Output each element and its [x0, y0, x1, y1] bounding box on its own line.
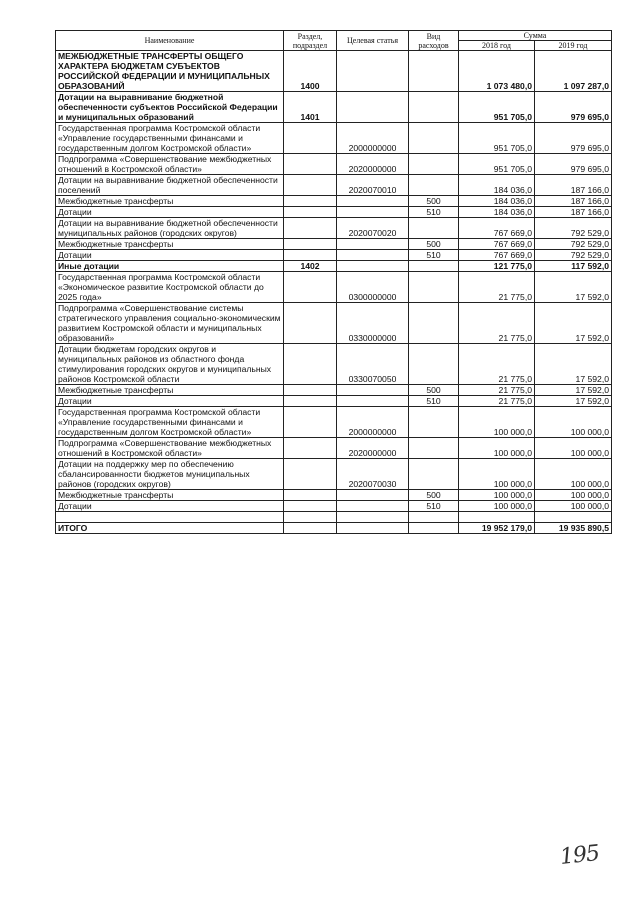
- name-cell: Государственная программа Костромской области «Управление государственными финансами и государственным долгом Костромской области»: [56, 407, 284, 438]
- target-cell: 2020070020: [337, 218, 409, 239]
- section-cell: [284, 512, 337, 523]
- amount-2018-cell: 184 036,0: [459, 207, 535, 218]
- target-cell: [337, 92, 409, 123]
- kind-cell: [409, 512, 459, 523]
- table-row: [56, 438, 612, 459]
- name-cell: Подпрограмма «Совершенствование межбюджетных отношений в Костромской области»: [56, 154, 284, 175]
- amount-2019-cell: 17 592,0: [535, 303, 612, 344]
- section-cell: [284, 459, 337, 490]
- kind-cell: [409, 459, 459, 490]
- table-row: [56, 196, 612, 207]
- header-2019: 2019 год: [535, 41, 612, 51]
- target-cell: 2020000000: [337, 438, 409, 459]
- table-row: [56, 123, 612, 154]
- target-cell: [337, 396, 409, 407]
- section-cell: [284, 385, 337, 396]
- amount-2019-cell: [535, 512, 612, 523]
- table-row: [56, 272, 612, 303]
- table-header: [56, 31, 612, 51]
- target-cell: [337, 51, 409, 92]
- name-cell: Межбюджетные трансферты: [56, 196, 284, 207]
- kind-cell: [409, 303, 459, 344]
- amount-2018-cell: [459, 512, 535, 523]
- kind-cell: [409, 272, 459, 303]
- section-cell: [284, 196, 337, 207]
- section-cell: 1401: [284, 92, 337, 123]
- name-cell: Межбюджетные трансферты: [56, 385, 284, 396]
- amount-2019-cell: 17 592,0: [535, 396, 612, 407]
- amount-2019-cell: 979 695,0: [535, 92, 612, 123]
- section-cell: [284, 218, 337, 239]
- table-row: [56, 344, 612, 385]
- target-cell: [337, 207, 409, 218]
- amount-2018-cell: 21 775,0: [459, 303, 535, 344]
- name-cell: Дотации: [56, 501, 284, 512]
- table-row: [56, 407, 612, 438]
- name-cell: Дотации: [56, 396, 284, 407]
- kind-cell: 500: [409, 385, 459, 396]
- target-cell: [337, 523, 409, 534]
- target-cell: [337, 250, 409, 261]
- section-cell: [284, 438, 337, 459]
- amount-2019-cell: 979 695,0: [535, 154, 612, 175]
- name-cell: Подпрограмма «Совершенствование системы стратегического управления социально-экономическим развитием Костромской области и муниципальных образований»: [56, 303, 284, 344]
- table-row: [56, 303, 612, 344]
- name-cell: Межбюджетные трансферты: [56, 490, 284, 501]
- table-row: [56, 261, 612, 272]
- section-cell: [284, 207, 337, 218]
- table-row: [56, 512, 612, 523]
- page-number-handwritten: 195: [558, 841, 601, 870]
- section-cell: [284, 523, 337, 534]
- table-row: [56, 385, 612, 396]
- target-cell: 2020000000: [337, 154, 409, 175]
- section-cell: [284, 123, 337, 154]
- target-cell: [337, 385, 409, 396]
- amount-2019-cell: 1 097 287,0: [535, 51, 612, 92]
- total-row: [56, 523, 612, 534]
- kind-cell: 510: [409, 250, 459, 261]
- name-cell: Дотации: [56, 207, 284, 218]
- target-cell: [337, 261, 409, 272]
- amount-2018-cell: 19 952 179,0: [459, 523, 535, 534]
- amount-2019-cell: 792 529,0: [535, 250, 612, 261]
- amount-2019-cell: 792 529,0: [535, 218, 612, 239]
- amount-2018-cell: 100 000,0: [459, 407, 535, 438]
- kind-cell: 500: [409, 490, 459, 501]
- amount-2019-cell: 17 592,0: [535, 385, 612, 396]
- name-cell: МЕЖБЮДЖЕТНЫЕ ТРАНСФЕРТЫ ОБЩЕГО ХАРАКТЕРА БЮДЖЕТАМ СУБЪЕКТОВ РОССИЙСКОЙ ФЕДЕРАЦИИ И МУНИЦИПАЛЬНЫХ ОБРАЗОВАНИЙ: [56, 51, 284, 92]
- kind-cell: [409, 175, 459, 196]
- target-cell: 2020070010: [337, 175, 409, 196]
- header-kind: Вид расходов: [409, 31, 459, 51]
- budget-table: [55, 30, 612, 534]
- name-cell: Дотации бюджетам городских округов и муниципальных районов из областного фонда стимулирования городских округов и муниципальных районов Костромской области: [56, 344, 284, 385]
- kind-cell: 500: [409, 196, 459, 207]
- header-sum: Сумма: [459, 31, 612, 41]
- amount-2018-cell: 767 669,0: [459, 239, 535, 250]
- kind-cell: 510: [409, 501, 459, 512]
- section-cell: [284, 239, 337, 250]
- amount-2018-cell: 951 705,0: [459, 154, 535, 175]
- amount-2018-cell: 951 705,0: [459, 92, 535, 123]
- kind-cell: [409, 123, 459, 154]
- amount-2018-cell: 100 000,0: [459, 490, 535, 501]
- section-cell: [284, 250, 337, 261]
- section-cell: 1400: [284, 51, 337, 92]
- section-cell: [284, 154, 337, 175]
- table-row: [56, 396, 612, 407]
- section-cell: [284, 490, 337, 501]
- target-cell: 0330000000: [337, 303, 409, 344]
- target-cell: [337, 490, 409, 501]
- section-cell: [284, 344, 337, 385]
- target-cell: [337, 239, 409, 250]
- amount-2019-cell: 100 000,0: [535, 407, 612, 438]
- kind-cell: [409, 154, 459, 175]
- amount-2019-cell: 100 000,0: [535, 490, 612, 501]
- name-cell: Иные дотации: [56, 261, 284, 272]
- target-cell: 0330070050: [337, 344, 409, 385]
- kind-cell: [409, 523, 459, 534]
- header-target: Целевая статья: [337, 31, 409, 51]
- kind-cell: [409, 438, 459, 459]
- target-cell: 0300000000: [337, 272, 409, 303]
- table-row: [56, 250, 612, 261]
- section-cell: 1402: [284, 261, 337, 272]
- target-cell: 2000000000: [337, 407, 409, 438]
- amount-2019-cell: 979 695,0: [535, 123, 612, 154]
- name-cell: Дотации на выравнивание бюджетной обеспеченности муниципальных районов (городских округов): [56, 218, 284, 239]
- amount-2019-cell: 187 166,0: [535, 207, 612, 218]
- amount-2018-cell: 951 705,0: [459, 123, 535, 154]
- name-cell: Дотации на поддержку мер по обеспечению сбалансированности бюджетов муниципальных районов (городских округов): [56, 459, 284, 490]
- amount-2019-cell: 792 529,0: [535, 239, 612, 250]
- kind-cell: [409, 218, 459, 239]
- amount-2018-cell: 100 000,0: [459, 438, 535, 459]
- name-cell: Межбюджетные трансферты: [56, 239, 284, 250]
- kind-cell: 500: [409, 239, 459, 250]
- table-row: [56, 239, 612, 250]
- amount-2018-cell: 21 775,0: [459, 385, 535, 396]
- kind-cell: [409, 344, 459, 385]
- amount-2019-cell: 187 166,0: [535, 196, 612, 207]
- amount-2018-cell: 1 073 480,0: [459, 51, 535, 92]
- table-row: [56, 207, 612, 218]
- target-cell: [337, 501, 409, 512]
- section-cell: [284, 175, 337, 196]
- table-row: [56, 490, 612, 501]
- amount-2018-cell: 767 669,0: [459, 218, 535, 239]
- target-cell: [337, 512, 409, 523]
- kind-cell: [409, 92, 459, 123]
- amount-2019-cell: 117 592,0: [535, 261, 612, 272]
- header-name: Наименование: [56, 31, 284, 51]
- name-cell: Государственная программа Костромской области «Управление государственными финансами и государственным долгом Костромской области»: [56, 123, 284, 154]
- kind-cell: [409, 51, 459, 92]
- target-cell: [337, 196, 409, 207]
- amount-2018-cell: 121 775,0: [459, 261, 535, 272]
- table-row: [56, 92, 612, 123]
- target-cell: 2020070030: [337, 459, 409, 490]
- amount-2018-cell: 767 669,0: [459, 250, 535, 261]
- section-cell: [284, 396, 337, 407]
- amount-2018-cell: 100 000,0: [459, 459, 535, 490]
- kind-cell: [409, 261, 459, 272]
- name-cell: Дотации на выравнивание бюджетной обеспеченности субъектов Российской Федерации и муниципальных образований: [56, 92, 284, 123]
- table-body: [56, 51, 612, 534]
- amount-2019-cell: 100 000,0: [535, 501, 612, 512]
- name-cell: Государственная программа Костромской области «Экономическое развитие Костромской области до 2025 года»: [56, 272, 284, 303]
- table-row: [56, 501, 612, 512]
- section-cell: [284, 272, 337, 303]
- name-cell: ИТОГО: [56, 523, 284, 534]
- kind-cell: 510: [409, 207, 459, 218]
- name-cell: Дотации: [56, 250, 284, 261]
- amount-2018-cell: 100 000,0: [459, 501, 535, 512]
- header-section: Раздел, подраздел: [284, 31, 337, 51]
- amount-2019-cell: 17 592,0: [535, 344, 612, 385]
- amount-2018-cell: 21 775,0: [459, 396, 535, 407]
- table-row: [56, 175, 612, 196]
- section-cell: [284, 501, 337, 512]
- section-cell: [284, 407, 337, 438]
- amount-2019-cell: 19 935 890,5: [535, 523, 612, 534]
- table-row: [56, 218, 612, 239]
- table-row: [56, 154, 612, 175]
- section-cell: [284, 303, 337, 344]
- table-row: [56, 51, 612, 92]
- amount-2018-cell: 21 775,0: [459, 344, 535, 385]
- amount-2019-cell: 187 166,0: [535, 175, 612, 196]
- amount-2018-cell: 21 775,0: [459, 272, 535, 303]
- amount-2018-cell: 184 036,0: [459, 196, 535, 207]
- amount-2019-cell: 100 000,0: [535, 438, 612, 459]
- header-2018: 2018 год: [459, 41, 535, 51]
- target-cell: 2000000000: [337, 123, 409, 154]
- kind-cell: [409, 407, 459, 438]
- kind-cell: 510: [409, 396, 459, 407]
- name-cell: [56, 512, 284, 523]
- amount-2019-cell: 17 592,0: [535, 272, 612, 303]
- table-row: [56, 459, 612, 490]
- name-cell: Дотации на выравнивание бюджетной обеспеченности поселений: [56, 175, 284, 196]
- amount-2018-cell: 184 036,0: [459, 175, 535, 196]
- name-cell: Подпрограмма «Совершенствование межбюджетных отношений в Костромской области»: [56, 438, 284, 459]
- amount-2019-cell: 100 000,0: [535, 459, 612, 490]
